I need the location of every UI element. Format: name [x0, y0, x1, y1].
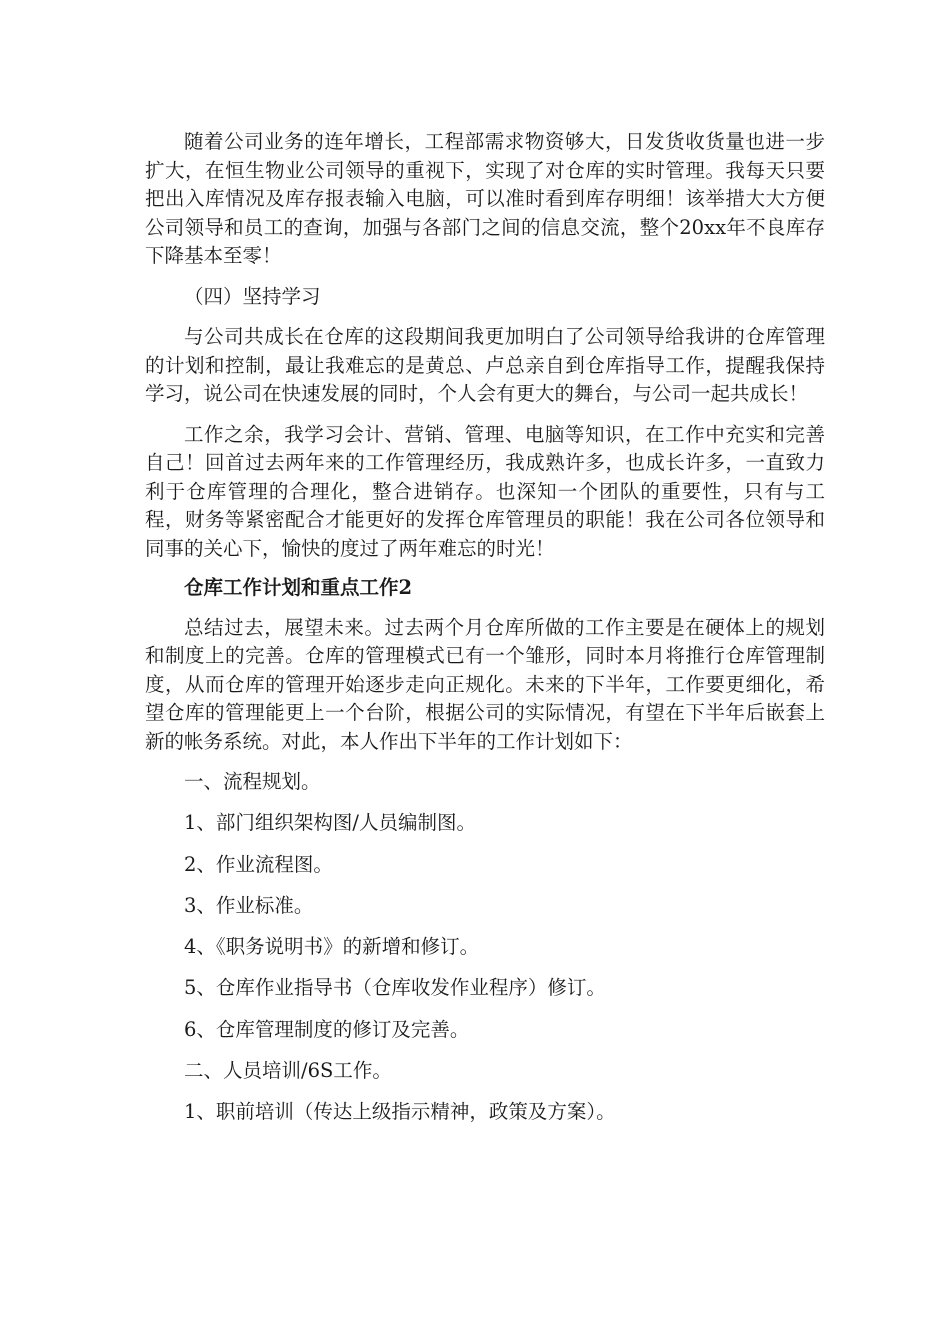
list-item: 二、人员培训/6S工作。	[184, 1059, 392, 1083]
paragraph-after-work-study: 工作之余，我学习会计、营销、管理、电脑等知识，在工作中充实和完善自己！回首过去两年来的工作管理经历，我成熟许多，也成长许多，一直致力利于仓库管理的合理化，整合进销存。也深知一个团队的重要性，只有与工程，财务等紧密配合才能更好的发挥仓库管理员的职能！我在公司各位领导和同事的关心下，愉快的度过了两年难忘的时光！	[145, 422, 825, 560]
list-item: 3、作业标准。	[184, 893, 314, 917]
list-item: 1、职前培训（传达上级指示精神，政策及方案）。	[184, 1100, 616, 1124]
list-item: 一、流程规划。	[184, 770, 321, 793]
plan-list	[145, 768, 825, 1140]
subheading-keep-learning: （四）坚持学习	[184, 284, 321, 308]
list-item: 6、仓库管理制度的修订及完善。	[184, 1017, 470, 1041]
section-heading: 仓库工作计划和重点工作2	[184, 576, 413, 599]
paragraph-summary-intro: 总结过去，展望未来。过去两个月仓库所做的工作主要是在硬体上的规划和制度上的完善。仓库的管理模式已有一个雏形，同时本月将推行仓库管理制度，从而仓库的管理开始逐步走向正规化。未来的下半年，工作要更细化，希望仓库的管理能更上一个台阶，根据公司的实际情况，有望在下半年后嵌套上新的帐务系统。对此，本人作出下半年的工作计划如下：	[145, 615, 825, 753]
list-item: 5、仓库作业指导书（仓库收发作业程序）修订。	[184, 976, 606, 1000]
paragraph-grow-with-company: 与公司共成长在仓库的这段期间我更加明白了公司领导给我讲的仓库管理的计划和控制，最让我难忘的是黄总、卢总亲自到仓库指导工作，提醒我保持学习，说公司在快速发展的同时，个人会有更大的舞台，与公司一起共成长！	[145, 325, 825, 405]
list-item: 2、作业流程图。	[184, 852, 333, 876]
list-item: 1、部门组织架构图/人员编制图。	[184, 811, 476, 835]
list-item: 4、《职务说明书》的新增和修订。	[184, 935, 480, 959]
paragraph-inventory-management: 随着公司业务的连年增长，工程部需求物资够大，日发货收货量也进一步扩大，在恒生物业公司领导的重视下，实现了对仓库的实时管理。我每天只要把出入库情况及库存报表输入电脑，可以准时看到库存明细！该举措大大方便公司领导和员工的查询，加强与各部门之间的信息交流，整个20xx年不良库存下降基本至零！	[145, 130, 825, 267]
document-page	[145, 128, 825, 1140]
